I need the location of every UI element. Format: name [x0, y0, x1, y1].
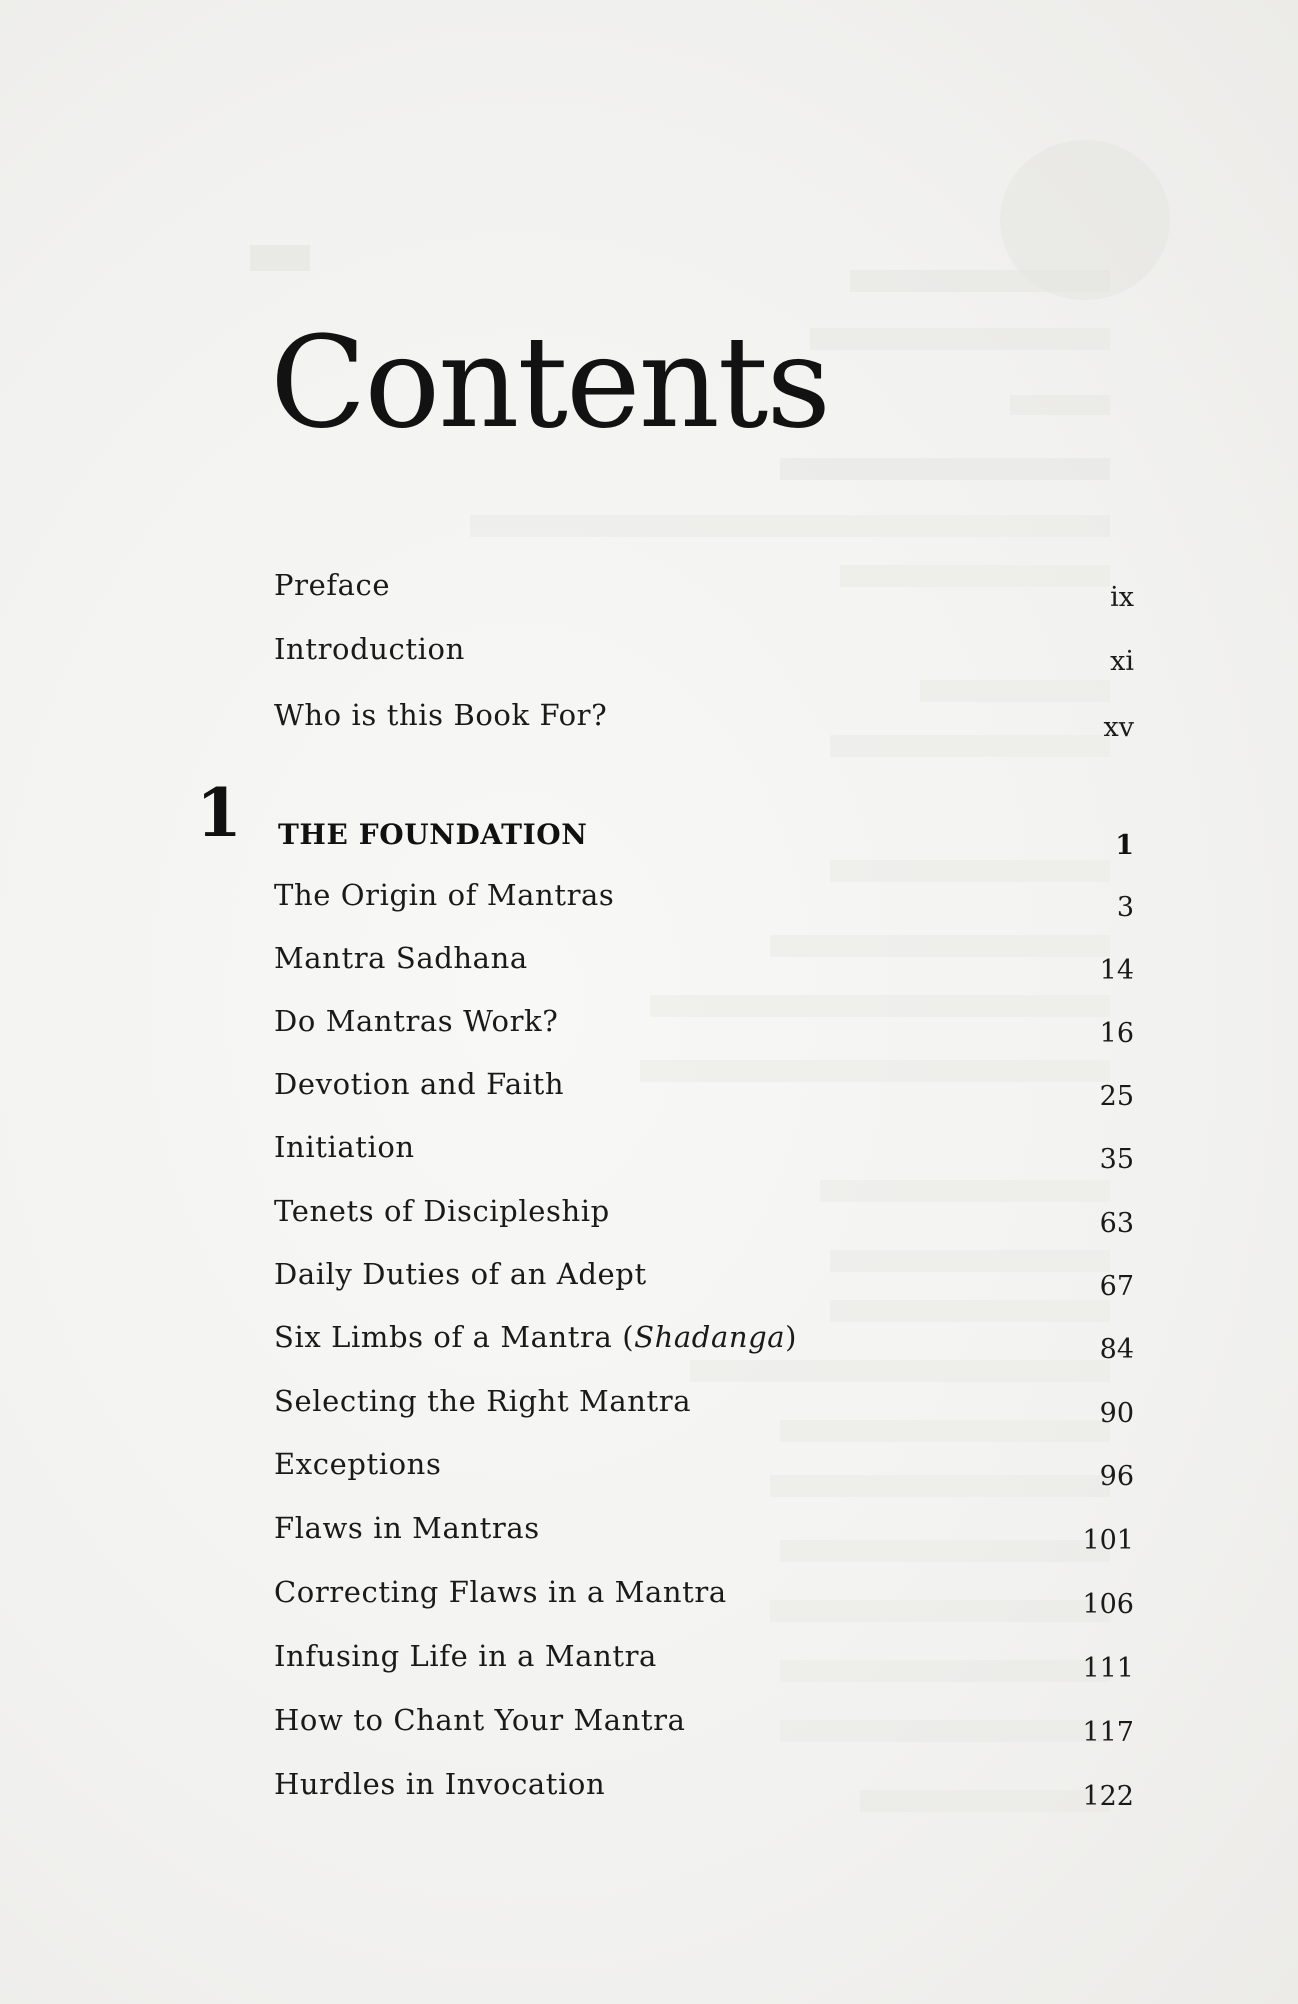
toc-entry-label-italic: Shadanga	[634, 1320, 786, 1354]
toc-entry-label-suffix: )	[785, 1320, 798, 1354]
toc-entry-page: 67	[1099, 1271, 1134, 1302]
toc-entry-page: 63	[1099, 1208, 1134, 1239]
toc-entry[interactable]	[274, 1130, 1134, 1175]
toc-entry-page: 111	[1082, 1653, 1134, 1684]
toc-entry-preface[interactable]	[274, 568, 1134, 613]
toc-entry[interactable]	[274, 1575, 1134, 1620]
toc-entry-page: 101	[1082, 1525, 1134, 1556]
toc-entry-label: Mantra Sadhana	[274, 941, 528, 975]
toc-entry-label: How to Chant Your Mantra	[274, 1703, 686, 1737]
toc-entry[interactable]	[274, 1703, 1134, 1748]
toc-entry-page: 16	[1099, 1018, 1134, 1049]
toc-entry-page: 3	[1116, 892, 1134, 923]
toc-entry-label: Selecting the Right Mantra	[274, 1384, 692, 1418]
toc-entry[interactable]	[274, 878, 1134, 923]
toc-entry-page: ix	[1110, 582, 1134, 613]
toc-entry-label: Introduction	[274, 632, 465, 666]
toc-entry[interactable]	[274, 1511, 1134, 1556]
toc-entry-page: 106	[1082, 1589, 1134, 1620]
toc-entry-page: xv	[1103, 712, 1134, 743]
toc-entry-label: Initiation	[274, 1130, 415, 1164]
toc-entry-label: Tenets of Discipleship	[274, 1194, 610, 1228]
toc-entry-label: Exceptions	[274, 1447, 442, 1481]
toc-entry-page: 117	[1082, 1717, 1134, 1748]
toc-entry-introduction[interactable]	[274, 632, 1134, 677]
toc-entry-label: Daily Duties of an Adept	[274, 1257, 647, 1291]
toc-entry[interactable]	[274, 1067, 1134, 1112]
toc-entry-who-is-this-book-for[interactable]	[274, 698, 1134, 743]
toc-entry[interactable]	[274, 1320, 1134, 1365]
toc-entry-label	[274, 1320, 797, 1354]
toc-entry[interactable]	[274, 941, 1134, 986]
toc-entry[interactable]	[274, 1447, 1134, 1492]
toc-entry-page: 35	[1099, 1144, 1134, 1175]
toc-entry-label: Who is this Book For?	[274, 698, 608, 732]
toc-entry[interactable]	[274, 1257, 1134, 1302]
toc-entry-label-prefix: Six Limbs of a Mantra (	[274, 1320, 635, 1354]
toc-entry-page: 14	[1099, 955, 1134, 986]
toc-entry-page: 122	[1082, 1781, 1134, 1812]
toc-entry-label: The Origin of Mantras	[274, 878, 615, 912]
toc-entry-label: Infusing Life in a Mantra	[274, 1639, 657, 1673]
toc-entry[interactable]	[274, 1004, 1134, 1049]
toc-entry-label: Devotion and Faith	[274, 1067, 565, 1101]
toc-entry[interactable]	[274, 1194, 1134, 1239]
toc-entry[interactable]	[274, 1767, 1134, 1812]
toc-entry-page: 96	[1099, 1461, 1134, 1492]
toc-entry-label: Flaws in Mantras	[274, 1511, 540, 1545]
toc-entry-page: 84	[1099, 1334, 1134, 1365]
toc-entry-label: Do Mantras Work?	[274, 1004, 559, 1038]
toc-entry[interactable]	[274, 1384, 1134, 1429]
toc-entry-page: 25	[1099, 1081, 1134, 1112]
toc-entry-page: 90	[1099, 1398, 1134, 1429]
toc-entry[interactable]	[274, 1639, 1134, 1684]
toc-entry-label: Preface	[274, 568, 391, 602]
chapter-page: 1	[1115, 830, 1134, 861]
toc-entry-page: xi	[1110, 646, 1134, 677]
toc-entry-label: Correcting Flaws in a Mantra	[274, 1575, 727, 1609]
toc-entry-label: Hurdles in Invocation	[274, 1767, 606, 1801]
chapter-title: THE FOUNDATION	[278, 818, 588, 851]
page-title: Contents	[270, 309, 830, 456]
chapter-number: 1	[196, 774, 242, 852]
